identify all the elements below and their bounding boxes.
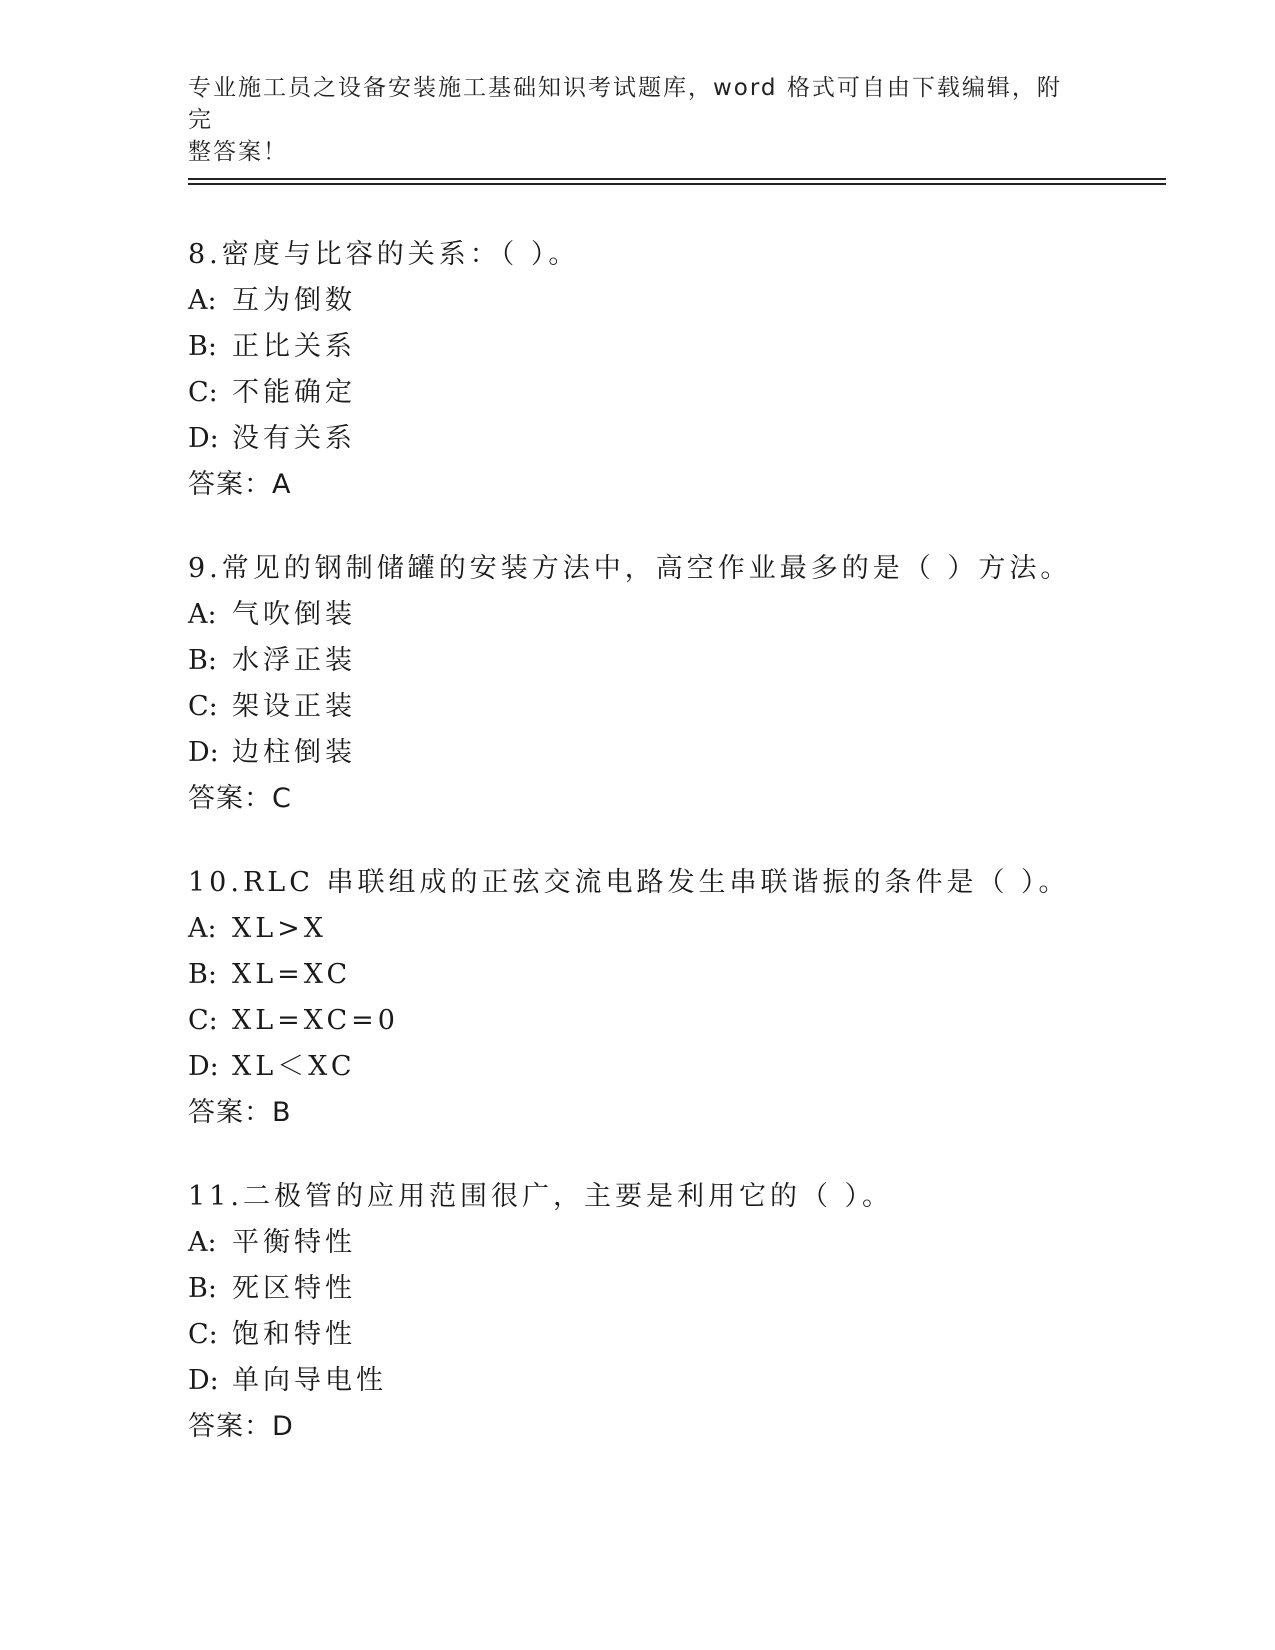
option-text: XL>X (232, 913, 327, 944)
option-d (188, 730, 1188, 776)
option-letter: A: (188, 285, 217, 316)
option-text: XL＜XC (232, 1051, 356, 1082)
option-letter: D: (188, 1365, 219, 1396)
option-d (188, 1044, 1188, 1090)
header-divider-bottom (188, 183, 1166, 185)
option-c (188, 370, 1188, 416)
option-text: 死区特性 (232, 1273, 356, 1304)
option-text: 架设正装 (232, 691, 356, 722)
answer-line: 答案：B (188, 1097, 292, 1128)
option-text: 没有关系 (232, 423, 356, 454)
option-letter: B: (188, 331, 217, 362)
question-8 (188, 232, 1188, 508)
option-text: 单向导电性 (232, 1365, 387, 1396)
option-text: 不能确定 (232, 377, 356, 408)
answer-line: 答案：C (188, 783, 292, 814)
option-text: XL=XC (232, 959, 352, 990)
option-d (188, 1358, 1188, 1404)
answer-line: 答案：D (188, 1411, 294, 1442)
option-letter: D: (188, 423, 219, 454)
option-letter: C: (188, 1319, 218, 1350)
option-d (188, 416, 1188, 462)
option-b (188, 1266, 1188, 1312)
option-letter: C: (188, 1005, 218, 1036)
option-text: 水浮正装 (232, 645, 356, 676)
question-stem: 11.二极管的应用范围很广，主要是利用它的（ ）。 (188, 1181, 894, 1212)
option-text: 平衡特性 (232, 1227, 356, 1258)
option-letter: B: (188, 645, 217, 676)
option-letter: D: (188, 737, 219, 768)
header-divider-top (188, 178, 1166, 180)
header-line-2: 整答案！ (188, 139, 288, 165)
option-text: 正比关系 (232, 331, 356, 362)
option-letter: C: (188, 691, 218, 722)
option-a (188, 278, 1188, 324)
option-letter: B: (188, 1273, 217, 1304)
option-letter: A: (188, 1227, 217, 1258)
option-c (188, 998, 1188, 1044)
option-b (188, 952, 1188, 998)
option-b (188, 638, 1188, 684)
option-letter: B: (188, 959, 217, 990)
answer-line: 答案：A (188, 469, 292, 500)
option-a (188, 1220, 1188, 1266)
option-a (188, 906, 1188, 952)
question-stem: 8.密度与比容的关系：（ ）。 (188, 239, 580, 270)
option-letter: C: (188, 377, 218, 408)
question-list (188, 232, 1188, 1488)
option-letter: A: (188, 913, 217, 944)
option-letter: D: (188, 1051, 219, 1082)
option-c (188, 684, 1188, 730)
option-letter: A: (188, 599, 217, 630)
question-10 (188, 860, 1188, 1136)
option-c (188, 1312, 1188, 1358)
option-text: 气吹倒装 (232, 599, 356, 630)
document-header (188, 72, 1068, 168)
option-text: 边柱倒装 (232, 737, 356, 768)
question-9 (188, 546, 1188, 822)
header-line-1: 专业施工员之设备安装施工基础知识考试题库，word 格式可自由下载编辑，附完 (188, 75, 1062, 133)
option-text: 饱和特性 (232, 1319, 356, 1350)
question-stem: 10.RLC 串联组成的正弦交流电路发生串联谐振的条件是（ ）。 (188, 867, 1070, 898)
option-text: XL=XC=0 (232, 1005, 399, 1036)
question-stem: 9.常见的钢制储罐的安装方法中，高空作业最多的是（ ）方法。 (188, 553, 1072, 584)
option-text: 互为倒数 (232, 285, 356, 316)
option-a (188, 592, 1188, 638)
option-b (188, 324, 1188, 370)
question-11 (188, 1174, 1188, 1450)
